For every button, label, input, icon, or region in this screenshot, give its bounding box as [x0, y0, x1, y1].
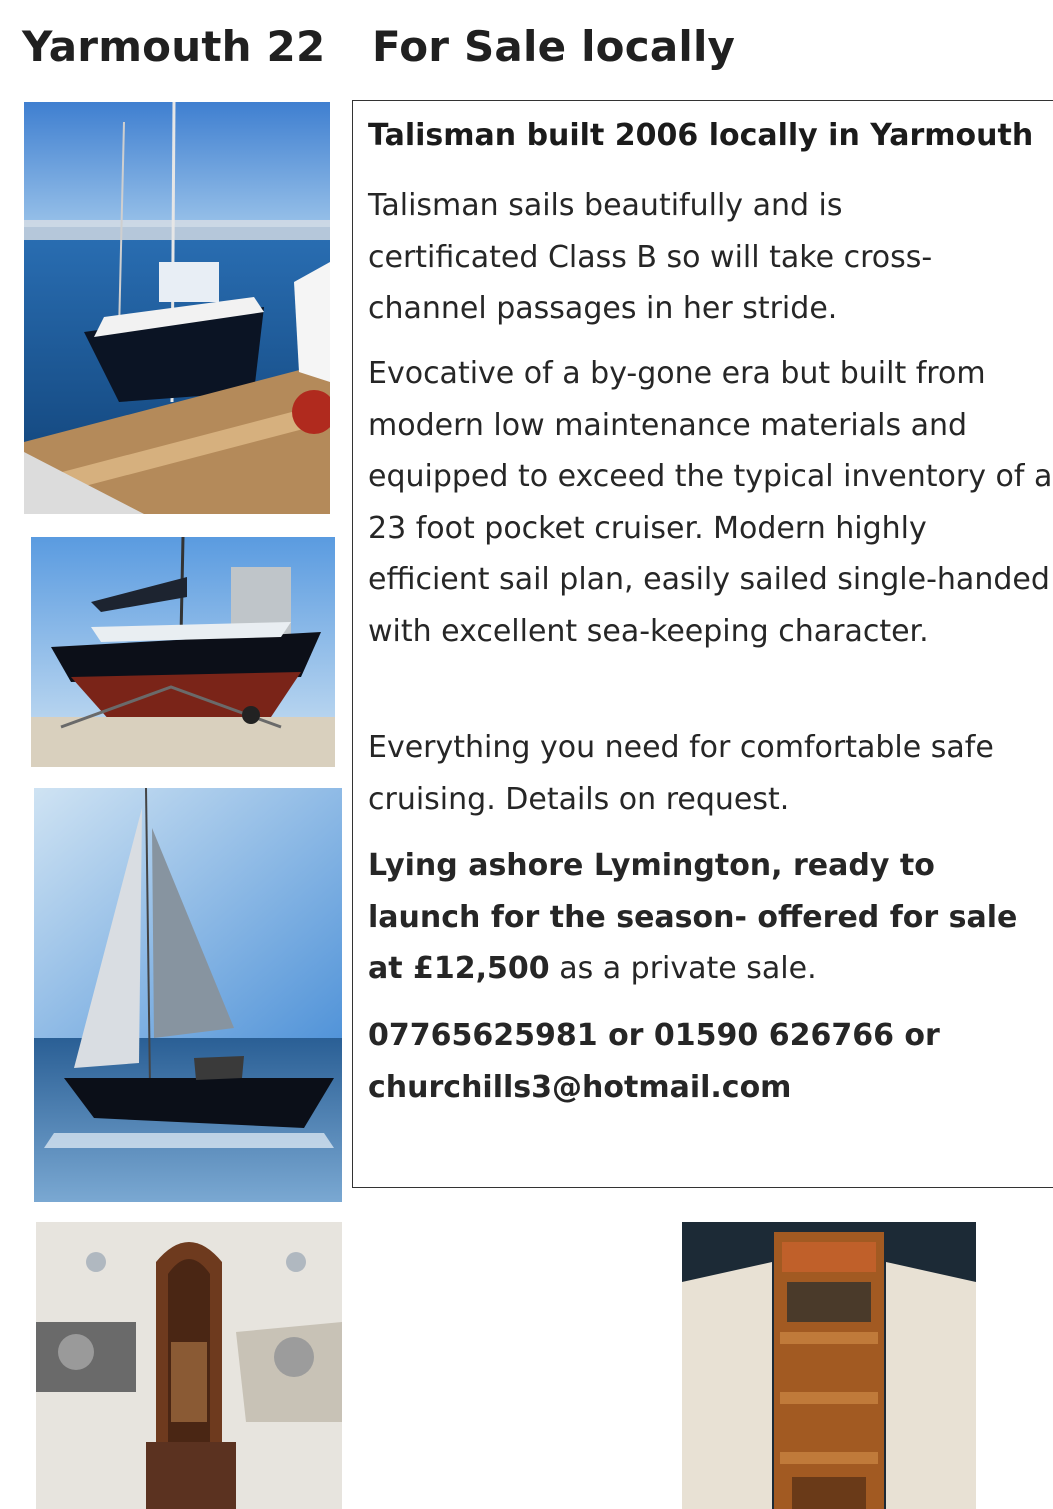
boat-model-title: Yarmouth 22 [22, 22, 326, 71]
description-paragraph-2: Evocative of a by-gone era but built from modern low maintenance materials and equipped to exceed the typical inventory of a 23 foot pocket cruiser. Modern highly efficient sail plan, easily sailed single-handed with excellent sea-keeping character. [368, 356, 1053, 649]
or-separator-1: or [597, 1018, 654, 1053]
sale-details-paragraph [368, 840, 1048, 995]
cabin-interior-photo [36, 1222, 342, 1509]
description-paragraph-3: Everything you need for comfortable safe cruising. Details on request. [368, 730, 994, 817]
sale-details-bold: Lying ashore Lymington, ready to launch for the season- offered for sale at £12,500 [368, 848, 1018, 986]
sailing-yacht-photo [34, 788, 342, 1202]
phone-number-2[interactable]: 01590 626766 [653, 1018, 894, 1053]
contact-details [368, 1010, 1053, 1114]
or-separator-2: or [893, 1018, 940, 1053]
email-address[interactable]: churchills3@hotmail.com [368, 1070, 792, 1105]
companionway-photo [682, 1222, 976, 1509]
moored-yacht-photo [24, 102, 330, 514]
ashore-yacht-photo [31, 537, 335, 767]
phone-number-1[interactable]: 07765625981 [368, 1018, 598, 1053]
for-sale-title: For Sale locally [372, 22, 736, 71]
description-paragraph-1: Talisman sails beautifully and is certificated Class B so will take cross-channel passages in her stride. [368, 188, 933, 326]
listing-heading: Talisman built 2006 locally in Yarmouth [368, 118, 1034, 153]
sale-details-rest: as a private sale. [549, 951, 817, 986]
